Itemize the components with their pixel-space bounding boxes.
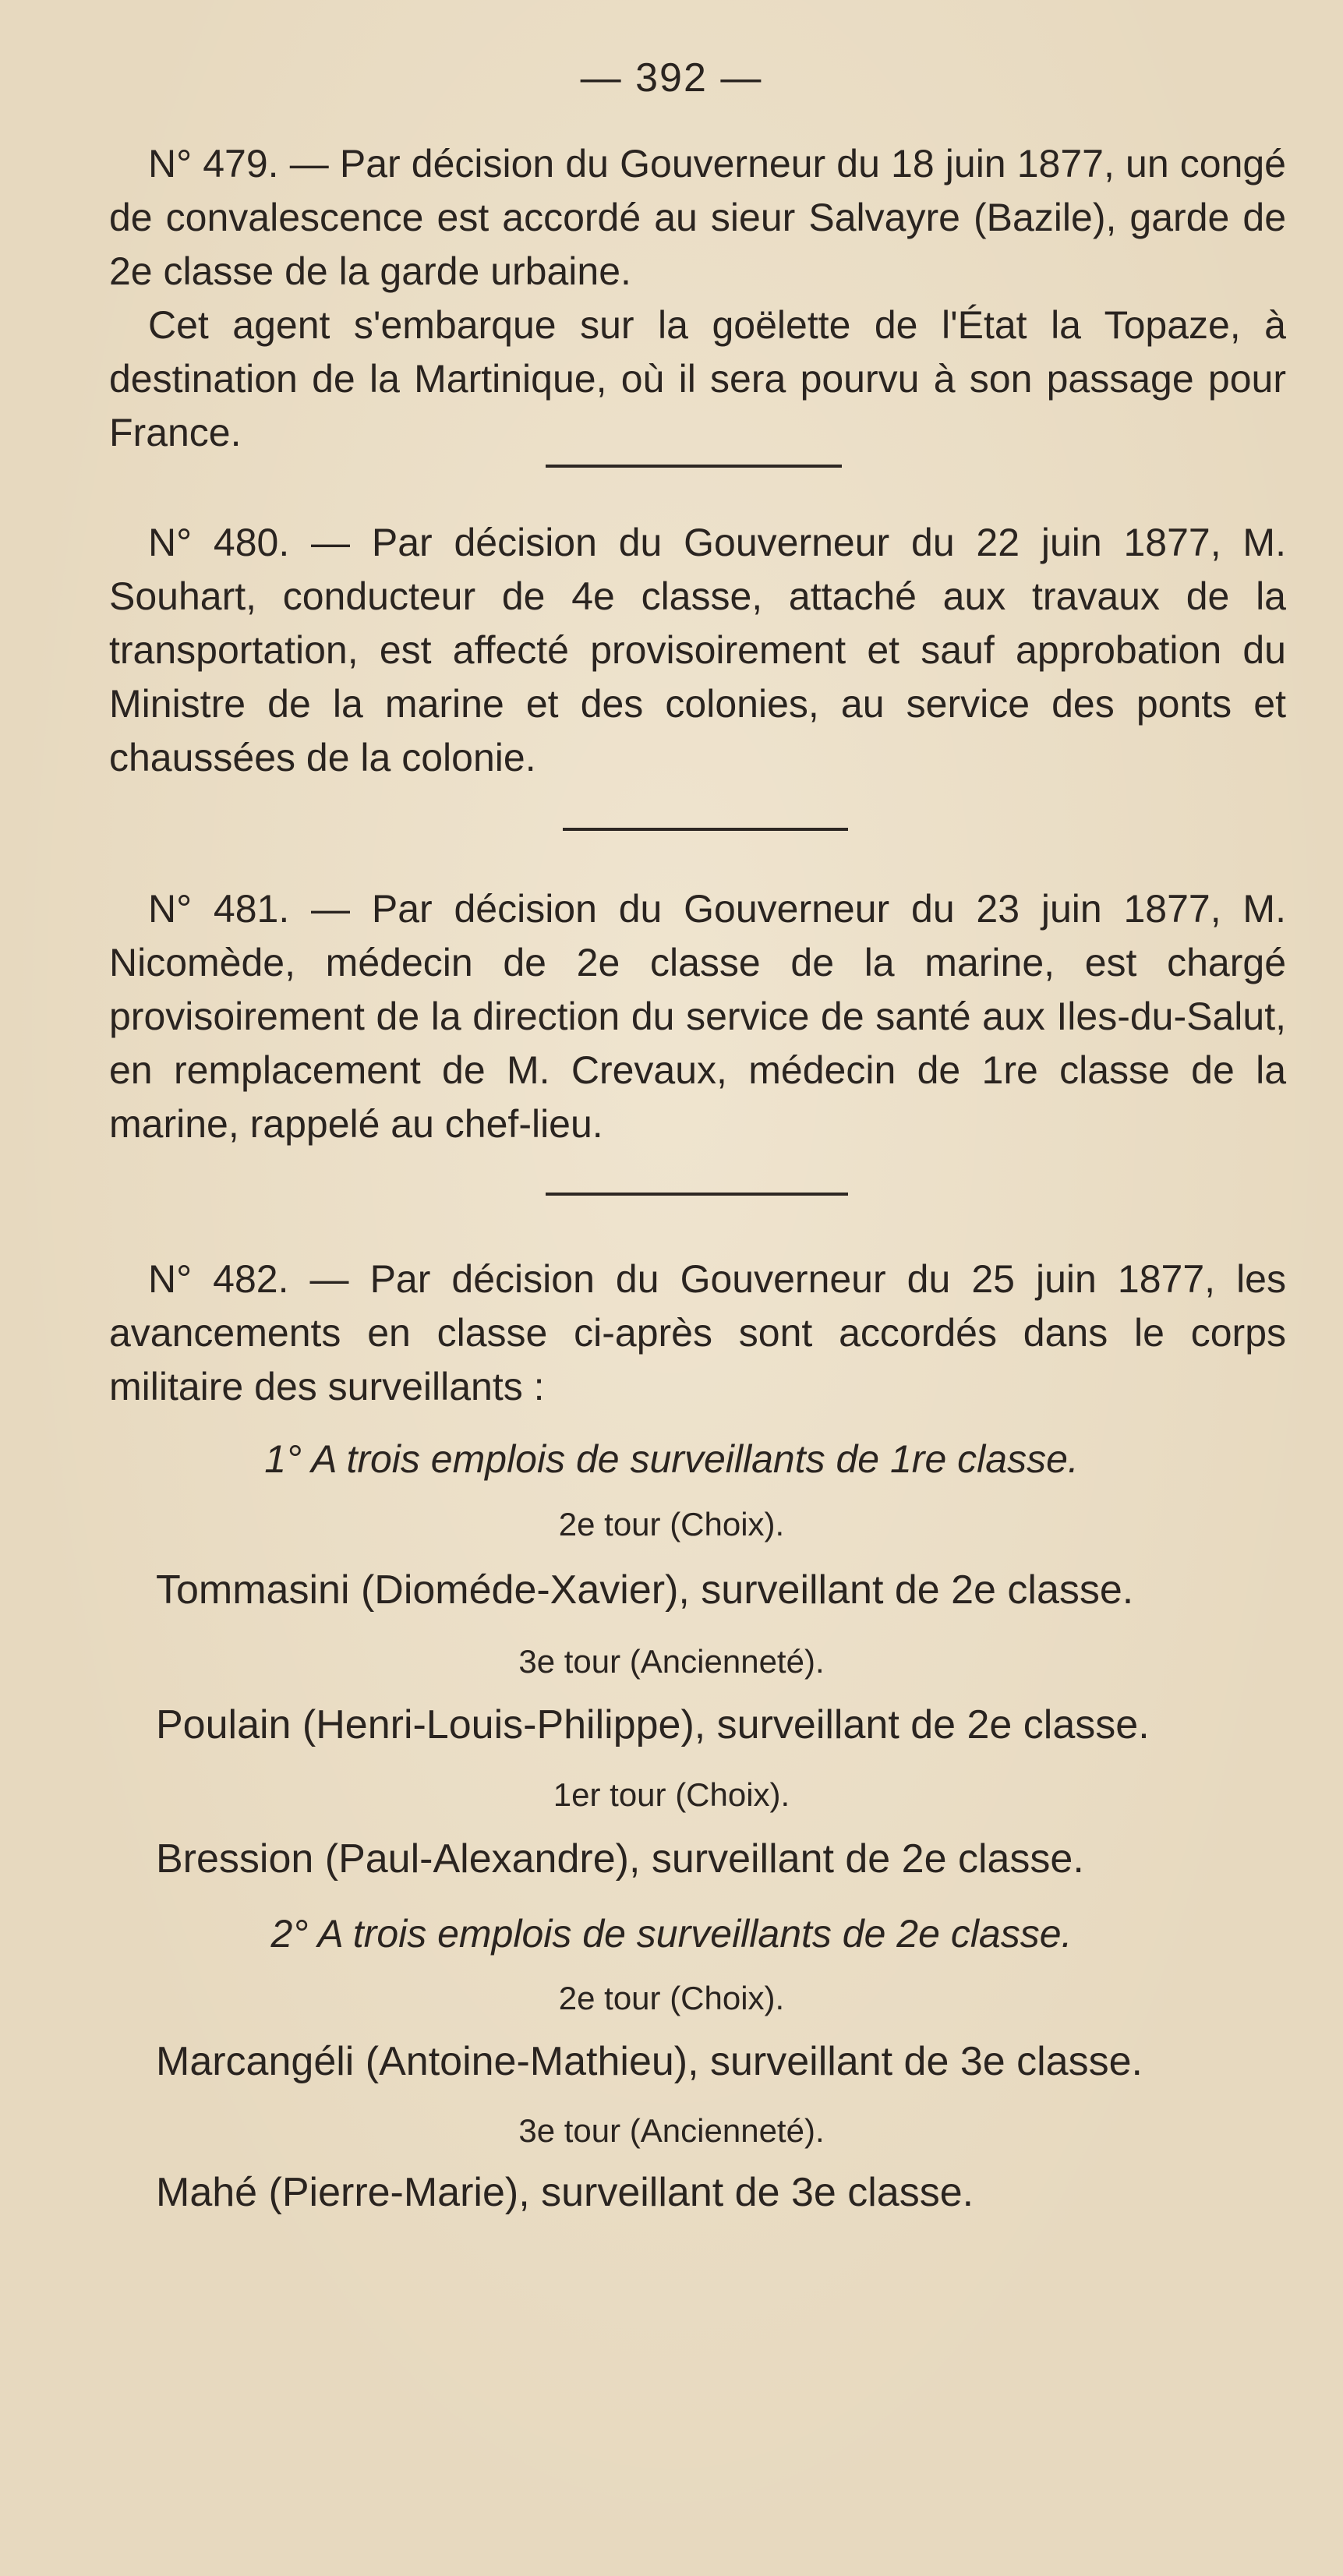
promotion-name: Mahé (Pierre-Marie), surveillant de 3e classe.: [156, 2170, 974, 2215]
entry-480: [109, 516, 1286, 785]
entry-482-paragraph-1: [109, 1253, 1286, 1414]
separator-rule: [546, 1193, 848, 1196]
promotion-name: Marcangéli (Antoine-Mathieu), surveillant de 3e classe.: [156, 2039, 1143, 2084]
entry-number: N° 479.: [148, 142, 279, 186]
tour-label: 1er tour (Choix).: [553, 1776, 790, 1813]
section-2-title: 2° A trois emplois de surveillants de 2e classe.: [270, 1912, 1073, 1956]
entry-text: — Par décision du Gouverneur du 25 juin 1877, les avancements en classe ci-après sont accordés dans le corps militaire des surveillants :: [109, 1257, 1286, 1408]
entry-479: [109, 137, 1286, 460]
separator-rule: [563, 828, 848, 831]
entry-482: [109, 1253, 1286, 1414]
entry-text: — Par décision du Gouverneur du 18 juin 1877, un congé de convalescence est accordé au sieur Salvayre (Bazile), garde de 2e classe de la garde urbaine.: [109, 142, 1286, 293]
section-1-title: 1° A trois emplois de surveillants de 1re classe.: [264, 1437, 1079, 1481]
entry-479-paragraph-2: Cet agent s'embarque sur la goëlette de l'État la Topaze, à destination de la Martinique, où il sera pourvu à son passage pour France.: [109, 303, 1286, 454]
promotion-name: Poulain (Henri-Louis-Philippe), surveillant de 2e classe.: [156, 1702, 1150, 1747]
page-number: — 392 —: [580, 55, 763, 101]
entry-480-paragraph-1: [109, 516, 1286, 785]
promotion-name: Bression (Paul-Alexandre), surveillant de 2e classe.: [156, 1836, 1084, 1882]
entry-number: N° 481.: [148, 887, 290, 931]
entry-481: [109, 882, 1286, 1151]
entry-481-paragraph-1: [109, 882, 1286, 1151]
tour-label: 3e tour (Ancienneté).: [518, 2112, 825, 2149]
tour-label: 2e tour (Choix).: [558, 1506, 785, 1542]
entry-text: — Par décision du Gouverneur du 23 juin 1877, M. Nicomède, médecin de 2e classe de la marine, est chargé provisoirement de la direction du service de santé aux Iles-du-Salut, en remplacement de M. Crevaux, médecin de 1re classe de la marine, rappelé au chef-lieu.: [109, 887, 1286, 1146]
entry-number: N° 482.: [148, 1257, 289, 1301]
separator-rule: [546, 465, 842, 468]
tour-label: 2e tour (Choix).: [558, 1980, 785, 2016]
entry-text: — Par décision du Gouverneur du 22 juin 1877, M. Souhart, conducteur de 4e classe, attaché aux travaux de la transportation, est affecté provisoirement et sauf approbation du Ministre de la marine et des colonies, au service des ponts et chaussées de la colonie.: [109, 521, 1286, 779]
promotion-name: Tommasini (Dioméde-Xavier), surveillant de 2e classe.: [156, 1567, 1134, 1613]
tour-label: 3e tour (Ancienneté).: [518, 1643, 825, 1680]
entry-479-paragraph-1: [109, 137, 1286, 299]
entry-number: N° 480.: [148, 521, 290, 564]
